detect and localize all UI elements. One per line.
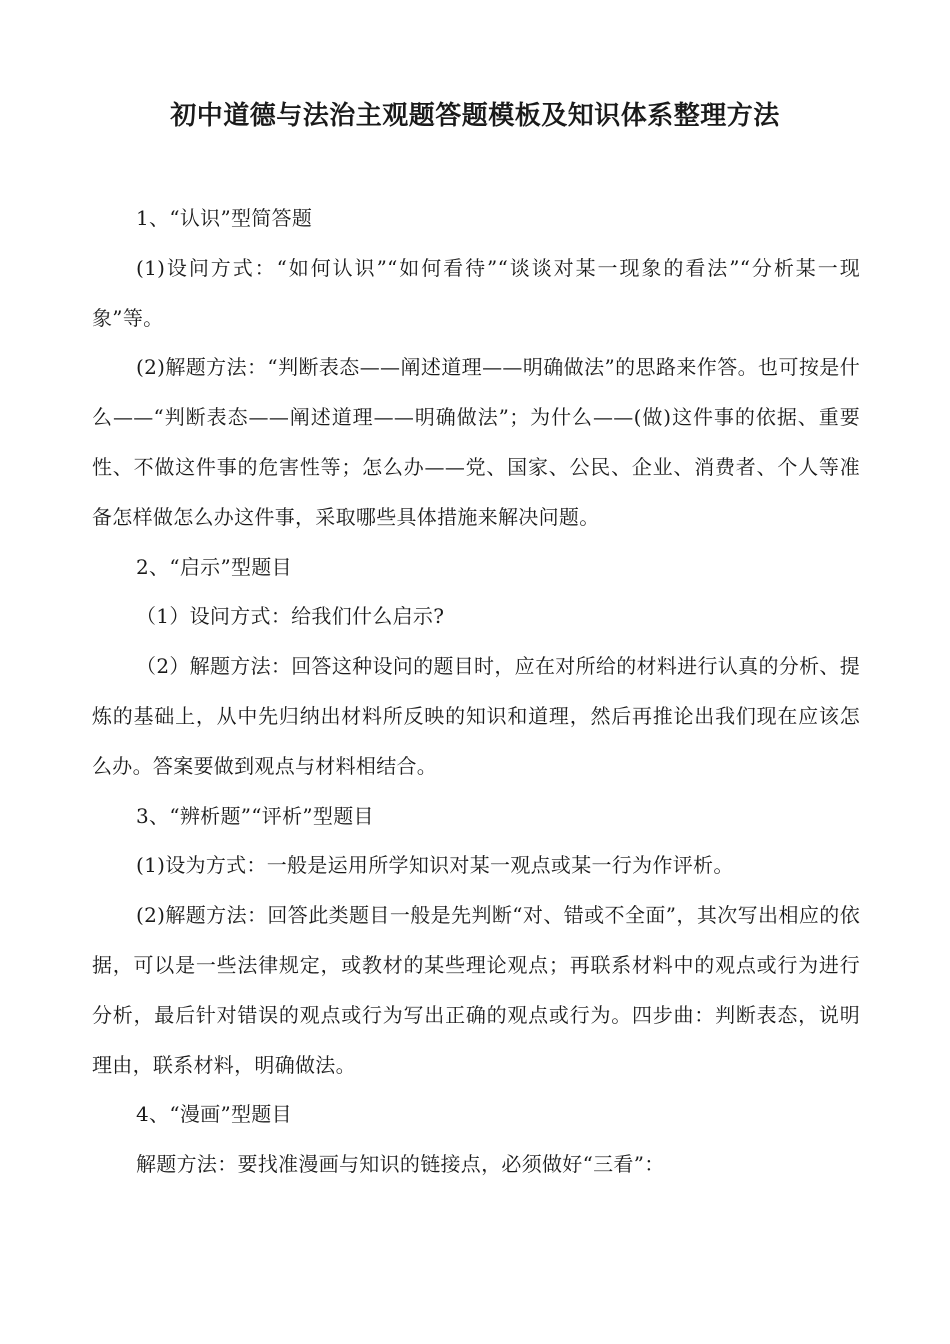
paragraph-3-2: (2)解题方法：回答此类题目一般是先判断“对、错或不全面”，其次写出相应的依据，可以是一些法律规定，或教材的某些理论观点；再联系材料中的观点或行为进行分析，最后针对错误的观点或行为写出正确的观点或行为。四步曲：判断表态，说明理由，联系材料，明确做法。 [92,903,860,1077]
paragraph-3-1: (1)设为方式：一般是运用所学知识对某一观点或某一行为作评析。 [136,853,734,878]
paragraph-2-2: （2）解题方法：回答这种设问的题目时，应在对所给的材料进行认真的分析、提炼的基础上，从中先归纳出材料所反映的知识和道理，然后再推论出我们现在应该怎么办。答案要做到观点与材料相结合。 [92,654,860,778]
section-heading-4: 4、“漫画”型题目 [136,1102,292,1127]
paragraph-2-1: （1）设问方式：给我们什么启示? [136,604,445,629]
document-body [92,194,860,1190]
paragraph-1-1: (1)设问方式：“如何认识”“如何看待”“谈谈对某一现象的看法”“分析某一现象”等。 [92,255,860,330]
paragraph-4-1: 解题方法：要找准漫画与知识的链接点，必须做好“三看”： [136,1152,665,1177]
document-title: 初中道德与法治主观题答题模板及知识体系整理方法 [170,101,780,131]
section-heading-1: 1、“认识”型简答题 [136,206,313,230]
section-heading-3: 3、“辨析题”“评析”型题目 [136,803,374,828]
section-heading-2: 2、“启示”型题目 [136,554,292,579]
paragraph-1-2: (2)解题方法：“判断表态——阐述道理——明确做法”的思路来作答。也可按是什么——“判断表态——阐述道理——明确做法”；为什么——(做)这件事的依据、重要性、不做这件事的危害性等；怎么办——党、国家、公民、企业、消费者、个人等准备怎样做怎么办这件事，采取哪些具体措施来解决问题。 [92,355,860,529]
